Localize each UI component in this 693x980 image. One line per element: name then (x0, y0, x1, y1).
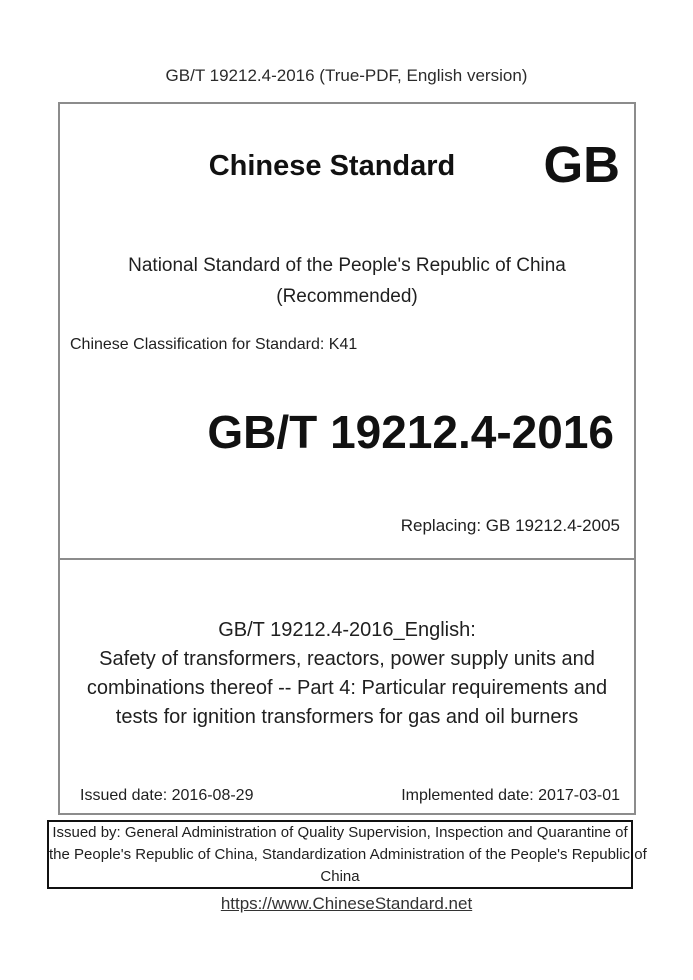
cover-lower-section (60, 560, 634, 813)
cover-box (58, 102, 636, 815)
recommended-line: (Recommended) (276, 286, 418, 307)
english-title-line-2: combinations thereof -- Part 4: Particular requirements and (86, 677, 608, 699)
classification-label: Chinese Classification for Standard: K41 (70, 336, 358, 353)
standard-number: GB/T 19212.4-2016 (207, 406, 614, 458)
replacing-label: Replacing: GB 19212.4-2005 (400, 516, 620, 535)
issued-date-label: Issued date: 2016-08-29 (80, 787, 254, 804)
english-title-block (60, 616, 634, 732)
issuer-line-3: China (320, 867, 360, 885)
site-link[interactable]: https://www.ChineseStandard.net (220, 894, 473, 913)
english-title-line-1: Safety of transformers, reactors, power supply units and (99, 648, 595, 670)
issuer-line-1: Issued by: General Administration of Quality Supervision, Inspection and Quarantine of (52, 823, 628, 841)
national-standard-line: National Standard of the People's Republic of China (128, 255, 566, 276)
issuer-box (47, 820, 647, 889)
national-standard-block (60, 250, 634, 312)
brand-row (60, 136, 634, 193)
issuer-line-2: the People's Republic of China, Standardization Administration of the People's Republic of (49, 845, 647, 863)
brand-title: Chinese Standard (208, 150, 456, 182)
implemented-date-label: Implemented date: 2017-03-01 (401, 787, 620, 804)
page-header-title: GB/T 19212.4-2016 (True-PDF, English version) (165, 66, 528, 85)
dates-row (80, 787, 620, 805)
english-title-heading: GB/T 19212.4-2016_English: (218, 619, 476, 641)
footer (0, 894, 693, 914)
gb-logo: GB (543, 136, 620, 193)
english-title-line-3: tests for ignition transformers for gas and oil burners (115, 706, 579, 728)
cover-upper-section (60, 104, 634, 560)
